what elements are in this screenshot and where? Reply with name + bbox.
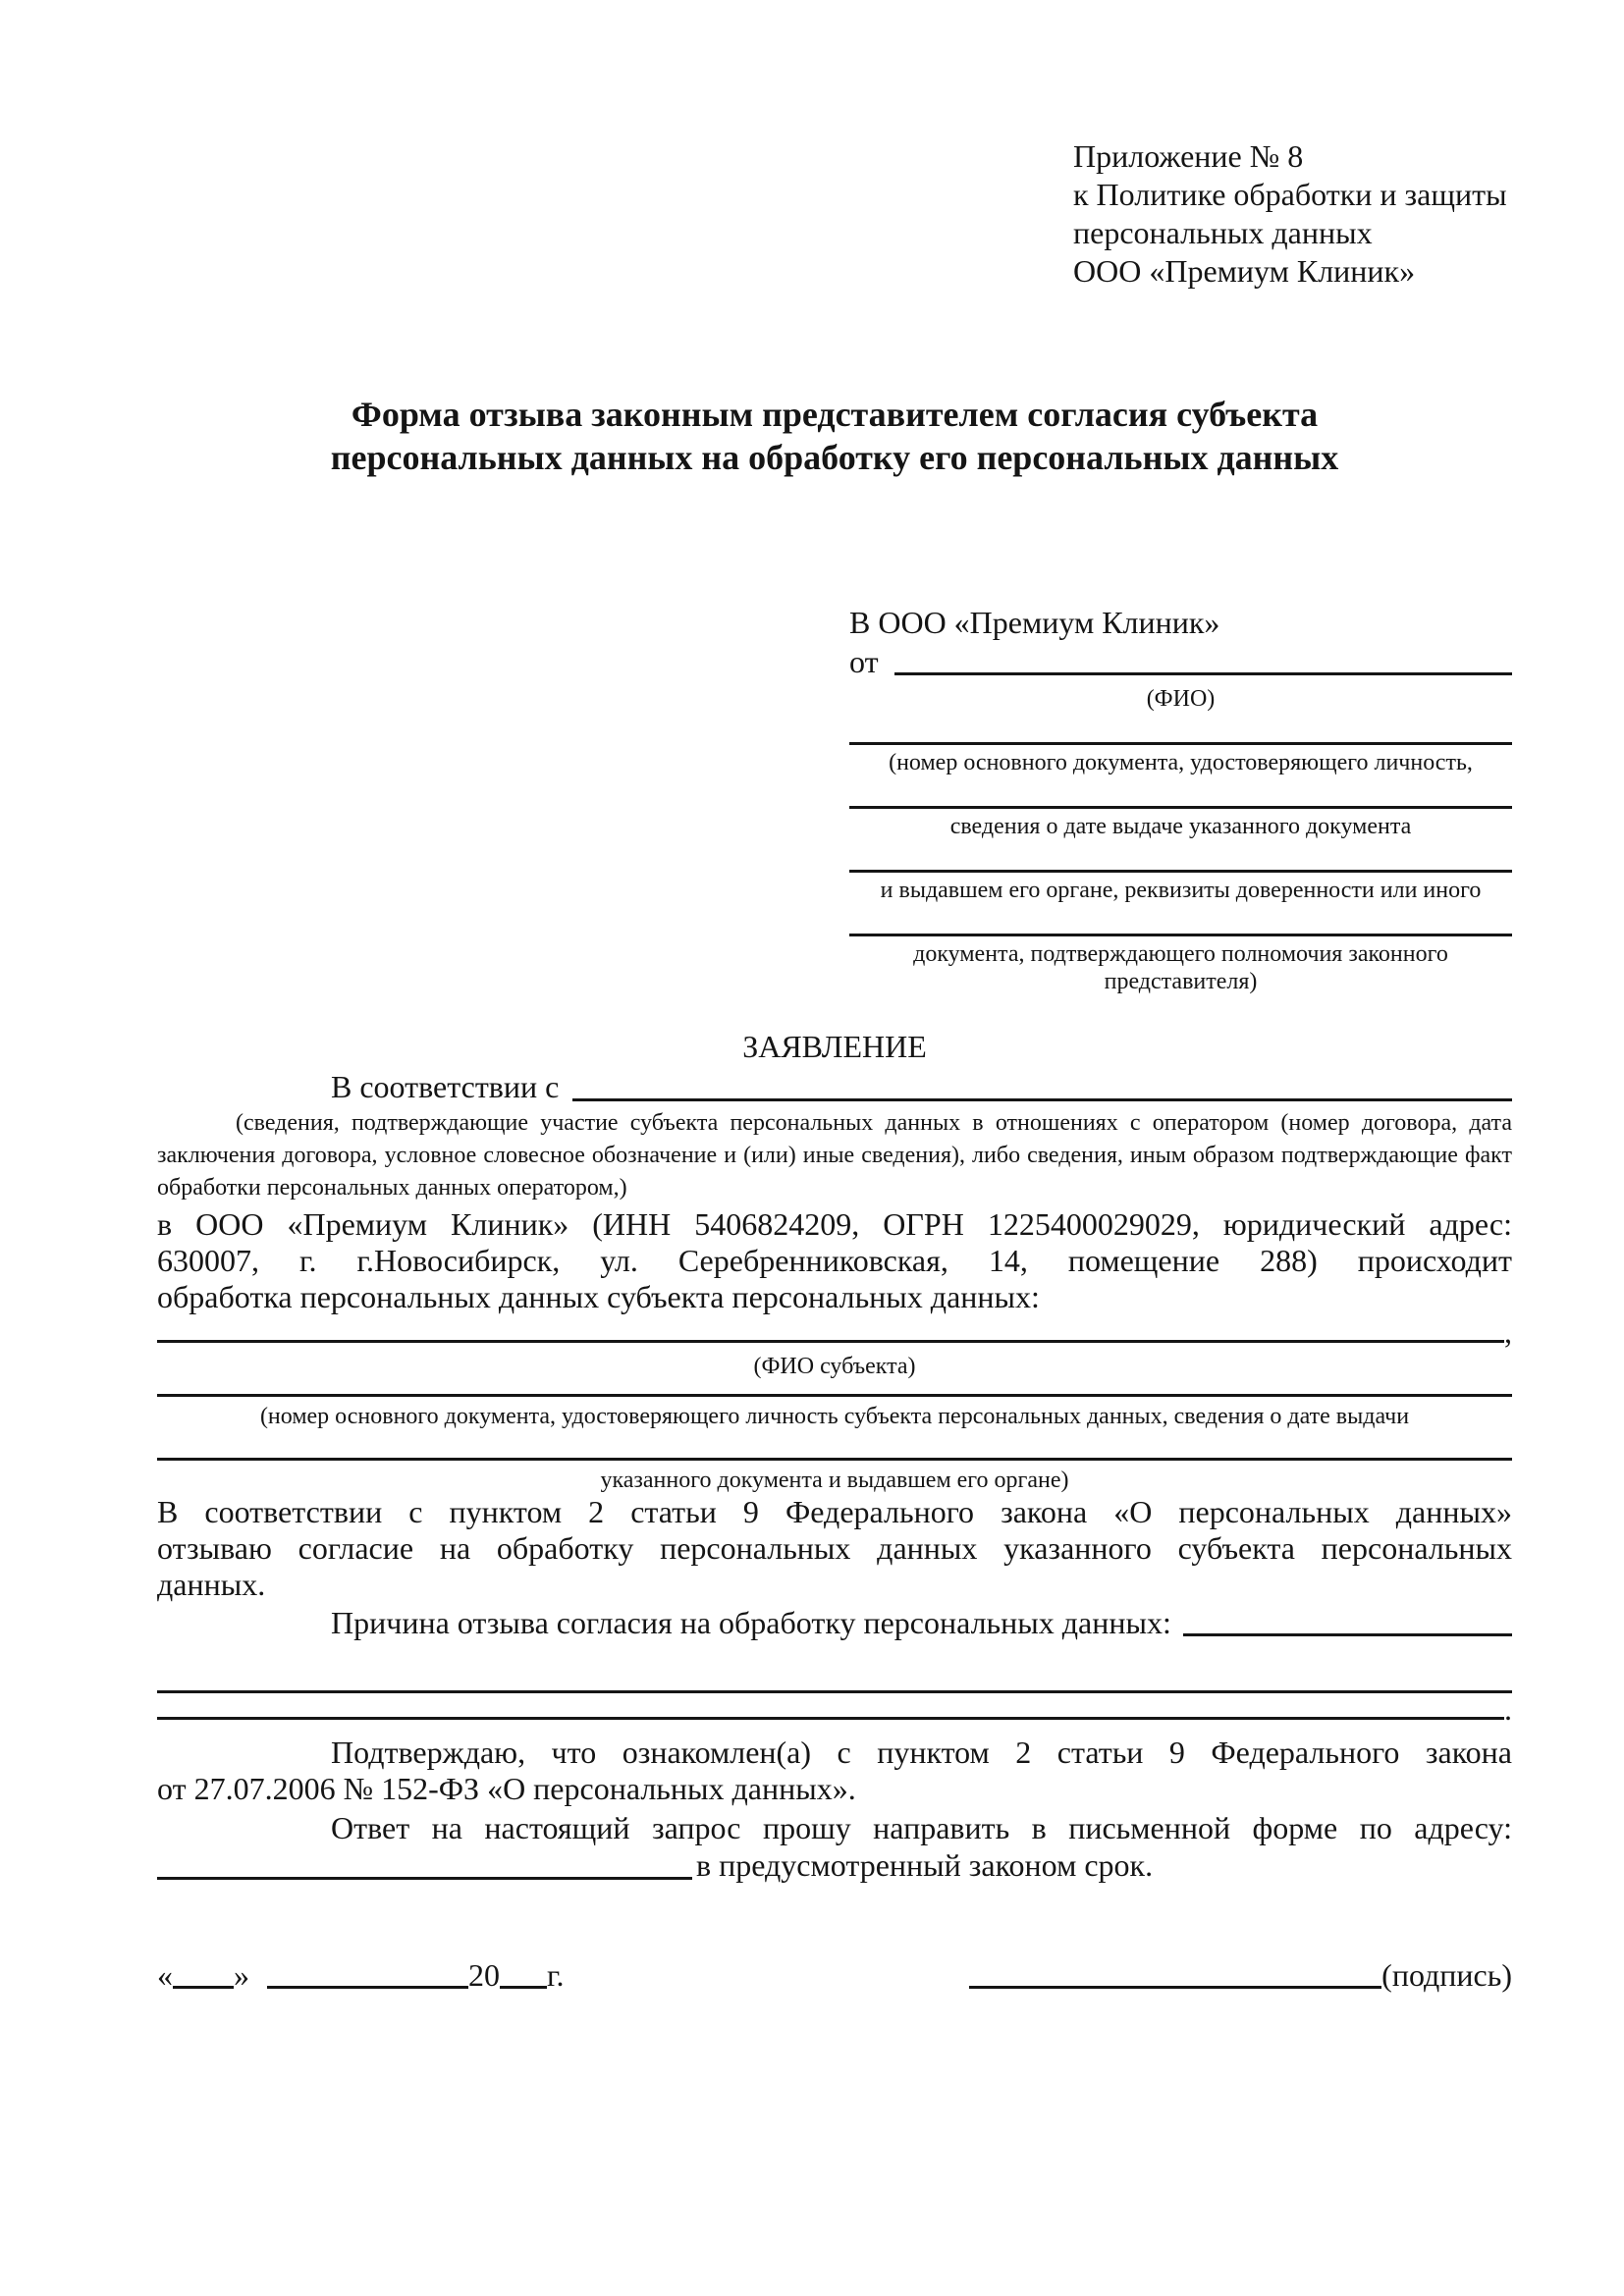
response-address-row bbox=[157, 1846, 1512, 1885]
signature-field bbox=[969, 1955, 1512, 1995]
subject-doc-caption: указанного документа и выдавшем его органе) bbox=[600, 1468, 1069, 1493]
reason-row bbox=[157, 1603, 1512, 1642]
appendix-note-line: к Политике обработки и защиты bbox=[1073, 177, 1507, 212]
withdrawal-paragraph-line: отзываю согласие на обработку персональных данных указанного субъекта персональных bbox=[157, 1530, 1512, 1566]
withdrawal-paragraph bbox=[157, 1494, 1512, 1603]
field-caption: (номер основного документа, удостоверяющего личность, bbox=[889, 750, 1473, 775]
smallprint-note bbox=[157, 1107, 1512, 1204]
signature-line[interactable] bbox=[969, 1986, 1381, 1989]
quote-close: » bbox=[234, 1957, 249, 1993]
field-caption: сведения о дате выдаче указанного документа bbox=[949, 814, 1412, 839]
subject-fio-caption: (ФИО субъекта) bbox=[753, 1354, 916, 1379]
doc-number-line[interactable] bbox=[849, 742, 1512, 745]
from-label: от bbox=[849, 644, 879, 679]
operator-paragraph bbox=[157, 1206, 1512, 1315]
quote-open: « bbox=[157, 1957, 173, 1993]
year-prefix: 20 bbox=[468, 1957, 500, 1993]
day-blank[interactable] bbox=[173, 1986, 234, 1989]
doc-issuer-line[interactable] bbox=[849, 870, 1512, 873]
doc-authority-line[interactable] bbox=[849, 934, 1512, 936]
date-field bbox=[157, 1955, 565, 1995]
withdrawal-paragraph-line: данных. bbox=[157, 1567, 266, 1602]
fio-input-line[interactable] bbox=[894, 672, 1512, 675]
operator-paragraph-line: 630007, г. г.Новосибирск, ул. Серебренниковская, 14, помещение 288) происходит bbox=[157, 1243, 1512, 1278]
smallprint-line: обработки персональных данных оператором,) bbox=[157, 1175, 627, 1201]
year-blank[interactable] bbox=[500, 1986, 547, 1989]
form-title bbox=[157, 393, 1512, 479]
reason-input-line[interactable] bbox=[1183, 1633, 1512, 1636]
appendix-note-line: Приложение № 8 bbox=[1073, 138, 1304, 174]
response-request: Ответ на настоящий запрос прошу направить в письменной форме по адресу: bbox=[331, 1810, 1512, 1845]
withdrawal-paragraph-line: В соответствии с пунктом 2 статьи 9 Федерального закона «О персональных данных» bbox=[157, 1494, 1512, 1529]
confirmation-paragraph-line: от 27.07.2006 № 152-ФЗ «О персональных данных». bbox=[157, 1771, 856, 1806]
confirmation-paragraph bbox=[157, 1735, 1512, 1807]
response-suffix: в предусмотренный законом срок. bbox=[696, 1847, 1154, 1883]
form-title-line: персональных данных на обработку его персональных данных bbox=[330, 438, 1339, 477]
appendix-note-line: ООО «Премиум Клиник» bbox=[1073, 253, 1416, 289]
signature-caption: (подпись) bbox=[1381, 1957, 1512, 1993]
fio-caption: (ФИО) bbox=[1146, 686, 1216, 712]
confirmation-paragraph-line: Подтверждаю, что ознакомлен(а) с пунктом 2 статьи 9 Федерального закона bbox=[331, 1735, 1512, 1770]
doc-issue-date-line[interactable] bbox=[849, 806, 1512, 809]
addressee-organization: В ООО «Премиум Клиник» bbox=[849, 605, 1220, 640]
reason-continuation-row-2 bbox=[157, 1693, 1512, 1726]
addressee-block bbox=[849, 603, 1512, 995]
in-accordance-row bbox=[157, 1066, 1512, 1107]
appendix-note bbox=[1073, 137, 1512, 291]
smallprint-line: заключения договора, условное словесное обозначение и (или) иные сведения), либо сведения, иным образом подтверждающие факт bbox=[157, 1143, 1512, 1168]
subject-doc-line-1[interactable] bbox=[157, 1394, 1512, 1397]
reason-label: Причина отзыва согласия на обработку персональных данных: bbox=[331, 1605, 1171, 1640]
statement-heading: ЗАЯВЛЕНИЕ bbox=[742, 1029, 927, 1064]
form-title-line: Форма отзыва законным представителем согласия субъекта bbox=[351, 395, 1319, 434]
subject-fio-line[interactable] bbox=[157, 1340, 1504, 1343]
year-suffix: г. bbox=[547, 1957, 565, 1993]
from-row bbox=[849, 642, 1512, 681]
field-caption: документа, подтверждающего полномочия законного представителя) bbox=[913, 941, 1448, 994]
reason-continuation-line-2[interactable] bbox=[157, 1717, 1504, 1720]
operator-paragraph-line: обработка персональных данных субъекта персональных данных: bbox=[157, 1279, 1040, 1314]
in-accordance-label: В соответствии с bbox=[331, 1069, 560, 1104]
address-input-line[interactable] bbox=[157, 1877, 692, 1880]
smallprint-line: (сведения, подтверждающие участие субъекта персональных данных в отношениях с оператором (номер договора, дата bbox=[236, 1110, 1512, 1136]
date-signature-row bbox=[157, 1955, 1512, 1995]
period: . bbox=[1504, 1691, 1512, 1727]
operator-paragraph-line: в ООО «Премиум Клиник» (ИНН 5406824209, ОГРН 1225400029029, юридический адрес: bbox=[157, 1206, 1512, 1242]
month-blank[interactable] bbox=[267, 1986, 468, 1989]
basis-input-line[interactable] bbox=[572, 1098, 1512, 1101]
appendix-note-line: персональных данных bbox=[1073, 215, 1373, 250]
subject-fio-row bbox=[157, 1315, 1512, 1349]
subject-doc-caption: (номер основного документа, удостоверяющего личность субъекта персональных данных, сведения о дате выдачи bbox=[259, 1404, 1410, 1429]
subject-doc-line-2[interactable] bbox=[157, 1458, 1512, 1461]
field-caption: и выдавшем его органе, реквизиты доверенности или иного bbox=[880, 878, 1482, 903]
comma: , bbox=[1504, 1314, 1512, 1350]
